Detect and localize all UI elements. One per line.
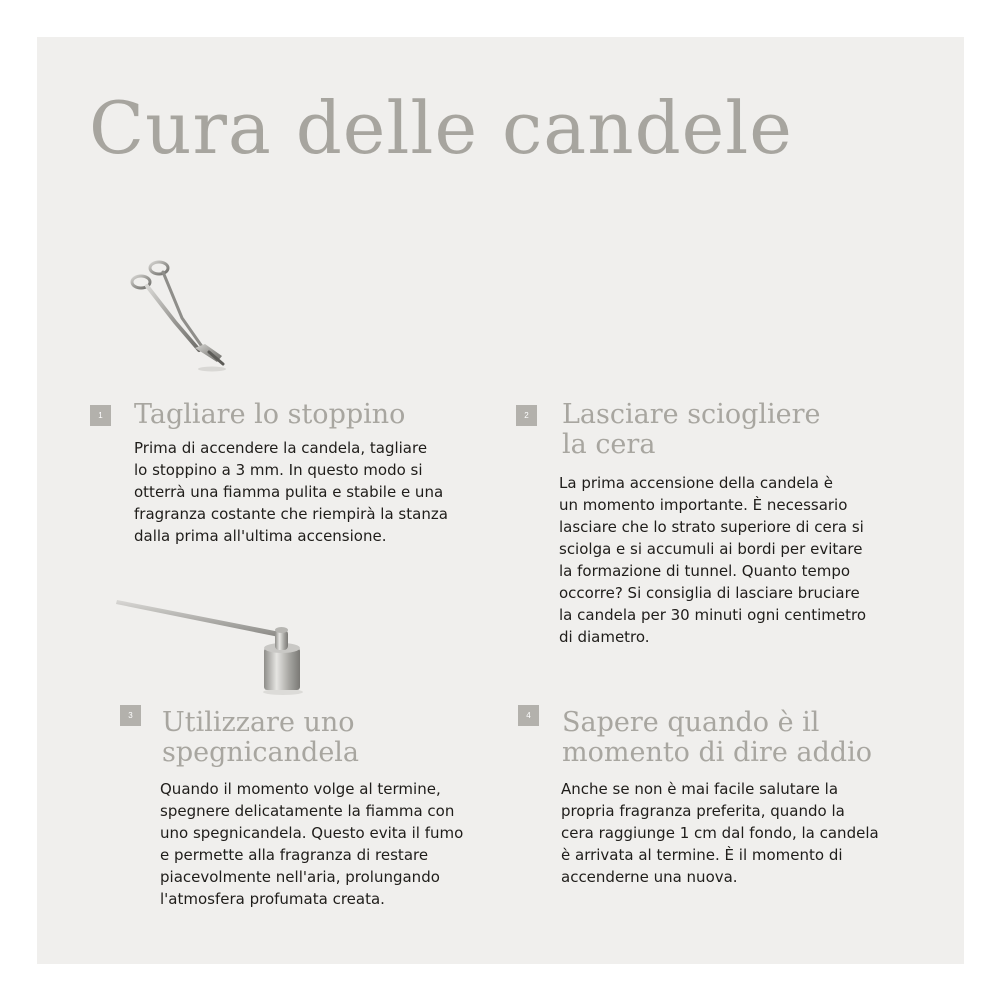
step-body: Anche se non è mai facile salutare la propria fragranza preferita, quando la cera raggiunge 1 cm dal fondo, la candela è arrivata al termine. È il momento di accenderne una nuova. xyxy=(561,780,879,886)
step-heading: Utilizzare uno spegnicandela xyxy=(162,707,360,768)
step-number-badge: 2 xyxy=(516,405,537,426)
step-body: Quando il momento volge al termine, spegnere delicatamente la fiamma con uno spegnicandela. Questo evita il fumo e permette alla fragranza di restare piacevolmente nell'aria, prolungando l'atmosfera profumata creata. xyxy=(160,780,464,908)
page-title: Cura delle candele xyxy=(89,86,793,170)
step-heading: Lasciare sciogliere la cera xyxy=(562,399,821,460)
wick-trimmer-icon xyxy=(127,252,237,372)
care-guide-panel xyxy=(37,37,964,964)
candle-snuffer-icon xyxy=(115,592,305,697)
step-number-badge: 4 xyxy=(518,705,539,726)
step-number-badge: 1 xyxy=(90,405,111,426)
step-heading: Sapere quando è il momento di dire addio xyxy=(562,707,872,768)
step-number-badge: 3 xyxy=(120,705,141,726)
step-body: La prima accensione della candela è un momento importante. È necessario lasciare che lo strato superiore di cera si sciolga e si accumuli ai bordi per evitare la formazione di tunnel. Quanto tempo occorre? Si consiglia di lasciare bruciare la candela per 30 minuti ogni centimetro di diametro. xyxy=(559,474,867,646)
step-body: Prima di accendere la candela, tagliare lo stoppino a 3 mm. In questo modo si otterrà una fiamma pulita e stabile e una fragranza costante che riempirà la stanza dalla prima all'ultima accensione. xyxy=(134,439,448,545)
step-heading: Tagliare lo stoppino xyxy=(134,399,406,430)
